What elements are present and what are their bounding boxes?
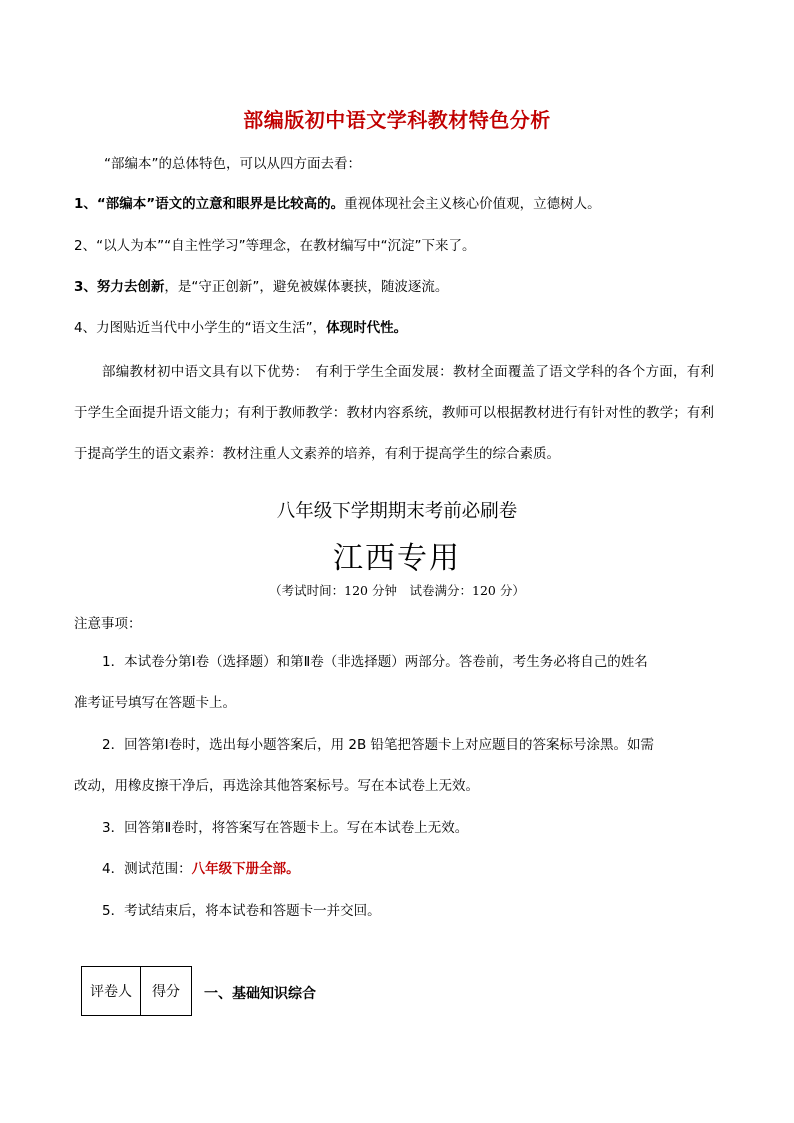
- note-1-line-1: 1．本试卷分第Ⅰ卷（选择题）和第Ⅱ卷（非选择题）两部分。答卷前，考生务必将自己的姓名: [102, 654, 648, 670]
- score-cell: 得分: [141, 967, 192, 1016]
- exam-subtitle: 江西专用: [333, 541, 461, 576]
- note-5: 5．考试结束后，将本试卷和答题卡一并交回。: [102, 903, 381, 919]
- note-4: [102, 857, 300, 877]
- point-3: [74, 275, 448, 295]
- point-4-bold: 体现时代性。: [326, 320, 408, 336]
- notes-heading: 注意事项：: [74, 616, 142, 632]
- doc-title: 部编版初中语文学科教材特色分析: [243, 108, 551, 132]
- exam-title: 八年级下学期期末考前必刷卷: [276, 501, 518, 522]
- point-1: [74, 192, 601, 212]
- score-table: [81, 966, 192, 1016]
- point-1-text: 重视体现社会主义核心价值观，立德树人。: [344, 196, 601, 212]
- reviewer-cell: 评卷人: [82, 967, 141, 1016]
- point-4: [74, 316, 407, 336]
- note-4-prefix: 4．测试范围：: [102, 861, 192, 877]
- point-3-bold: 3、努力去创新: [74, 279, 165, 295]
- exam-time-note: （考试时间：120 分钟 试卷满分：120 分）: [269, 583, 525, 598]
- point-2-text: 2、“以人为本”“自主性学习”等理念，在教材编写中“沉淀”下来了。: [74, 238, 476, 254]
- intro-text: “部编本”的总体特色，可以从四方面去看：: [104, 156, 361, 172]
- point-3-text: ，是“守正创新”，避免被媒体裹挟，随波逐流。: [164, 279, 449, 295]
- test-scope-highlight: 八年级下册全部。: [191, 861, 300, 877]
- advantages-paragraph: 部编教材初中语文具有以下优势： 有利于学生全面发展：教材全面覆盖了语文学科的各个方面，有利于学生全面提升语文能力；有利于教师教学：教材内容系统，教师可以根据教材进行有针对性的教学；有利于提高学生的语文素养：教材注重人文素养的培养，有利于提高学生的综合素质。: [74, 364, 714, 462]
- point-4-text: 4、力图贴近当代中小学生的“语文生活”，: [74, 320, 327, 336]
- note-1-line-2: 准考证号填写在答题卡上。: [74, 695, 236, 711]
- note-3: 3．回答第Ⅱ卷时，将答案写在答题卡上。写在本试卷上无效。: [102, 820, 469, 836]
- note-2-line-2: 改动，用橡皮擦干净后，再选涂其他答案标号。写在本试卷上无效。: [74, 778, 479, 794]
- point-2: [74, 234, 476, 254]
- note-2-line-1: 2．回答第Ⅰ卷时，选出每小题答案后，用 2B 铅笔把答题卡上对应题目的答案标号涂黑。如需: [102, 737, 655, 753]
- point-1-bold: 1、“部编本”语文的立意和眼界是比较高的。: [74, 196, 345, 212]
- section-title: 一、基础知识综合: [204, 986, 316, 1002]
